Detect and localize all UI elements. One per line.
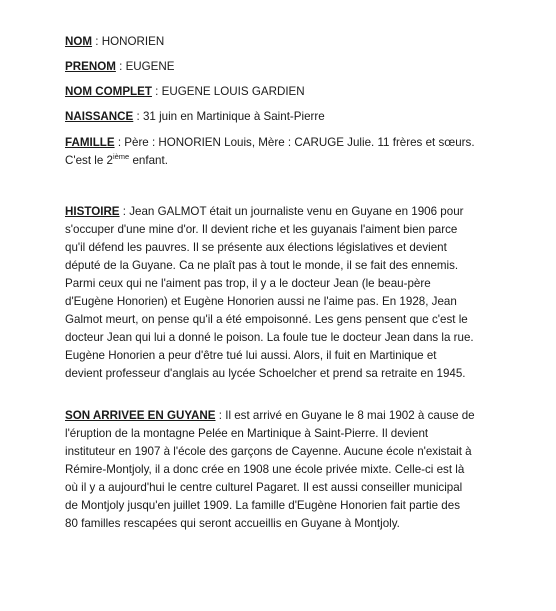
histoire-line	[65, 203, 505, 221]
field-prenom	[65, 58, 505, 76]
arrivee-line: 80 familles rescapées qui seront accueillis en Guyane à Montjoly.	[65, 517, 400, 530]
naissance-label: NAISSANCE	[65, 110, 134, 123]
histoire-sep: :	[119, 205, 130, 218]
famille-line-1	[65, 134, 505, 152]
histoire-line: Parmi ceux qui ne l'aiment pas trop, il y a le docteur Jean (le beau-père	[65, 277, 431, 290]
famille-sep: :	[114, 136, 125, 149]
histoire-text: Jean GALMOT était un journaliste venu en Guyane en 1906 pour	[129, 205, 464, 218]
field-nom-complet	[65, 83, 505, 101]
prenom-value: EUGENE	[125, 60, 175, 73]
arrivee-line: l'éruption de la montagne Pelée en Martinique à Saint-Pierre. Il devient	[65, 427, 429, 440]
nom-value: HONORIEN	[101, 35, 165, 48]
prenom-label: PRENOM	[65, 60, 116, 73]
nom-complet-sep: :	[151, 85, 162, 98]
famille-label: FAMILLE	[65, 136, 115, 149]
field-famille	[65, 134, 505, 170]
nom-complet-label: NOM COMPLET	[65, 85, 152, 98]
arrivee-text: Il est arrivé en Guyane le 8 mai 1902 à cause de	[225, 409, 475, 422]
histoire-line: s'occuper d'une mine d'or. Il devient riche et les guyanais l'aiment bien parce	[65, 223, 458, 236]
naissance-sep: :	[133, 110, 143, 123]
histoire-line: docteur Jean qui lui a donné le poison. La foule tue le docteur Jean dans la rue.	[65, 331, 474, 344]
famille-line-2	[65, 152, 505, 170]
nom-sep: :	[92, 35, 102, 48]
histoire-line: qu'il défend les pauvres. Il se présente aux élections législatives et devient	[65, 241, 447, 254]
histoire-label: HISTOIRE	[65, 205, 120, 218]
section-arrivee	[65, 407, 505, 533]
nom-complet-value: EUGENE LOUIS GARDIEN	[161, 85, 305, 98]
arrivee-label: SON ARRIVEE EN GUYANE	[65, 409, 216, 422]
arrivee-line: Rémire-Montjoly, il a donc crée en 1908 une école privée mixte. Celle-ci est là	[65, 463, 465, 476]
histoire-line: devient professeur d'anglais au lycée Schoelcher et prend sa retraite en 1945.	[65, 367, 466, 380]
histoire-line: Galmot meurt, on pense qu'il a été empoisonné. Les gens pensent que c'est le	[65, 313, 468, 326]
arrivee-line: de Montjoly jusqu'en juillet 1909. La famille d'Eugène Honorien fait partie des	[65, 499, 460, 512]
arrivee-sep: :	[215, 409, 226, 422]
nom-label: NOM	[65, 35, 93, 48]
famille-line2-post: enfant.	[129, 154, 168, 167]
field-naissance	[65, 108, 505, 126]
histoire-line: député de la Guyane. Ca ne plaît pas à tout le monde, il se fait des ennemis.	[65, 259, 459, 272]
famille-line2-sup: ième	[112, 152, 130, 162]
section-histoire	[65, 203, 505, 383]
histoire-line: Eugène Honorien a peur d'être tué lui aussi. Alors, il fuit en Martinique et	[65, 349, 437, 362]
famille-value: Père : HONORIEN Louis, Mère : CARUGE Julie. 11 frères et sœurs.	[124, 136, 475, 149]
field-nom	[65, 33, 505, 51]
naissance-value: 31 juin en Martinique à Saint-Pierre	[142, 110, 325, 123]
prenom-sep: :	[115, 60, 126, 73]
famille-line2-pre: C'est le 2	[65, 154, 113, 167]
histoire-line: d'Eugène Honorien) et Eugène Honorien aussi ne l'aime pas. En 1928, Jean	[65, 295, 457, 308]
arrivee-line: instituteur en 1907 à l'école des garçons de Cayenne. Aucune école n'existait à	[65, 445, 472, 458]
arrivee-line	[65, 407, 505, 425]
arrivee-line: où il y a aujourd'hui le centre culturel Pagaret. Il est aussi conseiller municipal	[65, 481, 463, 494]
